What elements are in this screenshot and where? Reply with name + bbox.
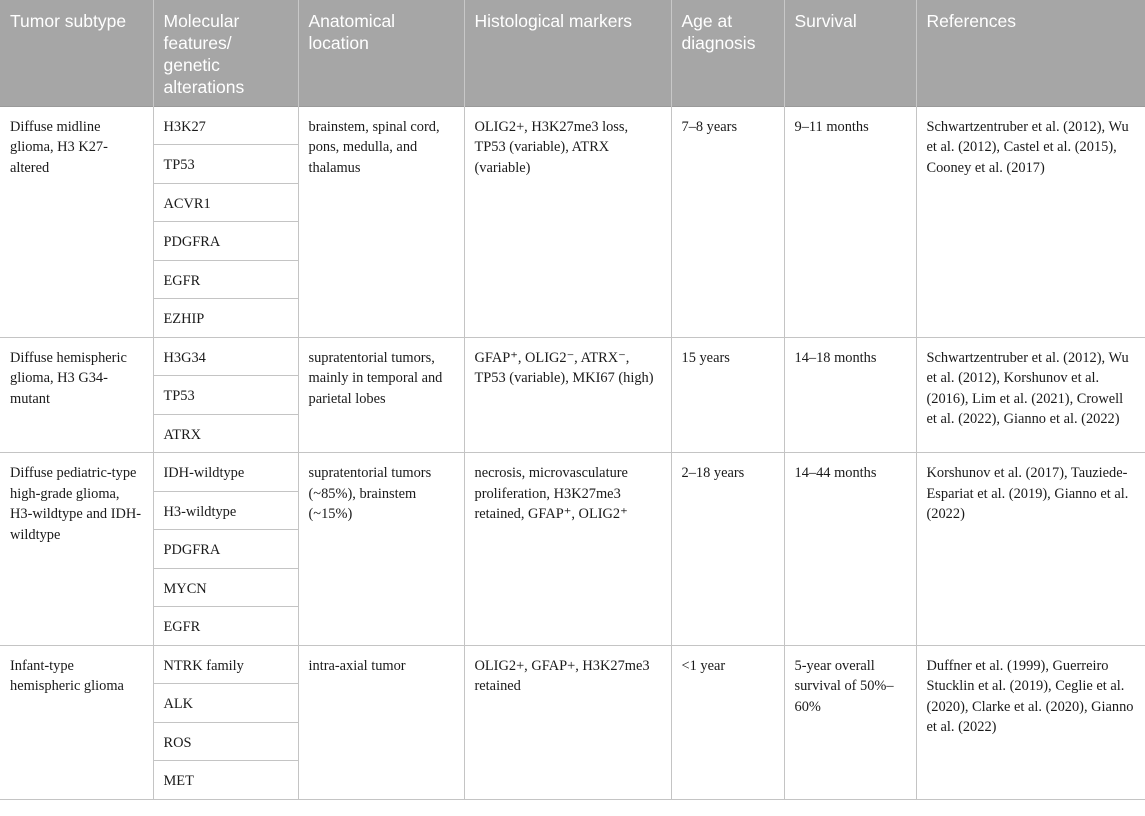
- age-cell: 15 years: [671, 337, 784, 453]
- feature-cell: EGFR: [153, 260, 298, 299]
- feature-cell: TP53: [153, 376, 298, 415]
- header-row: [0, 0, 1145, 106]
- survival-cell: 14–44 months: [784, 453, 916, 646]
- references-cell: Duffner et al. (1999), Guerreiro Stucklin et al. (2019), Ceglie et al. (2020), Clarke et al. (2020), Gianno et al. (2022): [916, 645, 1145, 799]
- table-row: [0, 337, 1145, 376]
- markers-cell: OLIG2+, H3K27me3 loss, TP53 (variable), ATRX (variable): [464, 106, 671, 337]
- location-cell: brainstem, spinal cord, pons, medulla, and thalamus: [298, 106, 464, 337]
- location-cell: intra-axial tumor: [298, 645, 464, 799]
- survival-cell: 5-year overall survival of 50%–60%: [784, 645, 916, 799]
- feature-cell: H3-wildtype: [153, 491, 298, 530]
- age-cell: 2–18 years: [671, 453, 784, 646]
- survival-cell: 9–11 months: [784, 106, 916, 337]
- feature-cell: PDGFRA: [153, 222, 298, 261]
- location-cell: supratentorial tumors (~85%), brainstem (~15%): [298, 453, 464, 646]
- tumor-subtype-cell: Diffuse midline glioma, H3 K27-altered: [0, 106, 153, 337]
- tumor-subtype-cell: Infant-type hemispheric glioma: [0, 645, 153, 799]
- feature-cell: ACVR1: [153, 183, 298, 222]
- feature-cell: PDGFRA: [153, 530, 298, 569]
- references-cell: Schwartzentruber et al. (2012), Wu et al. (2012), Castel et al. (2015), Cooney et al. (2017): [916, 106, 1145, 337]
- age-cell: 7–8 years: [671, 106, 784, 337]
- feature-cell: NTRK family: [153, 645, 298, 684]
- feature-cell: TP53: [153, 145, 298, 184]
- feature-cell: IDH-wildtype: [153, 453, 298, 492]
- feature-cell: H3K27: [153, 106, 298, 145]
- tumor-subtype-cell: Diffuse pediatric-type high-grade glioma, H3-wildtype and IDH-wildtype: [0, 453, 153, 646]
- feature-cell: ALK: [153, 684, 298, 723]
- feature-cell: ATRX: [153, 414, 298, 453]
- survival-cell: 14–18 months: [784, 337, 916, 453]
- feature-cell: EZHIP: [153, 299, 298, 338]
- header-tumor-subtype: Tumor subtype: [0, 0, 153, 106]
- feature-cell: MET: [153, 761, 298, 800]
- tumor-subtype-cell: Diffuse hemispheric glioma, H3 G34-mutant: [0, 337, 153, 453]
- age-cell: <1 year: [671, 645, 784, 799]
- header-references: References: [916, 0, 1145, 106]
- markers-cell: GFAP⁺, OLIG2⁻, ATRX⁻, TP53 (variable), MKI67 (high): [464, 337, 671, 453]
- feature-cell: EGFR: [153, 607, 298, 646]
- header-survival: Survival: [784, 0, 916, 106]
- location-cell: supratentorial tumors, mainly in temporal and parietal lobes: [298, 337, 464, 453]
- references-cell: Korshunov et al. (2017), Tauziede-Espariat et al. (2019), Gianno et al. (2022): [916, 453, 1145, 646]
- table-row: [0, 453, 1145, 492]
- table-row: [0, 106, 1145, 145]
- table-row: [0, 645, 1145, 684]
- markers-cell: OLIG2+, GFAP+, H3K27me3 retained: [464, 645, 671, 799]
- header-age-at-diagnosis: Age at diagnosis: [671, 0, 784, 106]
- feature-cell: MYCN: [153, 568, 298, 607]
- feature-cell: ROS: [153, 722, 298, 761]
- header-molecular-features: Molecular features/ genetic alterations: [153, 0, 298, 106]
- markers-cell: necrosis, microvasculature proliferation, H3K27me3 retained, GFAP⁺, OLIG2⁺: [464, 453, 671, 646]
- header-histological-markers: Histological markers: [464, 0, 671, 106]
- references-cell: Schwartzentruber et al. (2012), Wu et al. (2012), Korshunov et al. (2016), Lim et al. (2021), Crowell et al. (2022), Gianno et al. (2022): [916, 337, 1145, 453]
- header-anatomical-location: Anatomical location: [298, 0, 464, 106]
- feature-cell: H3G34: [153, 337, 298, 376]
